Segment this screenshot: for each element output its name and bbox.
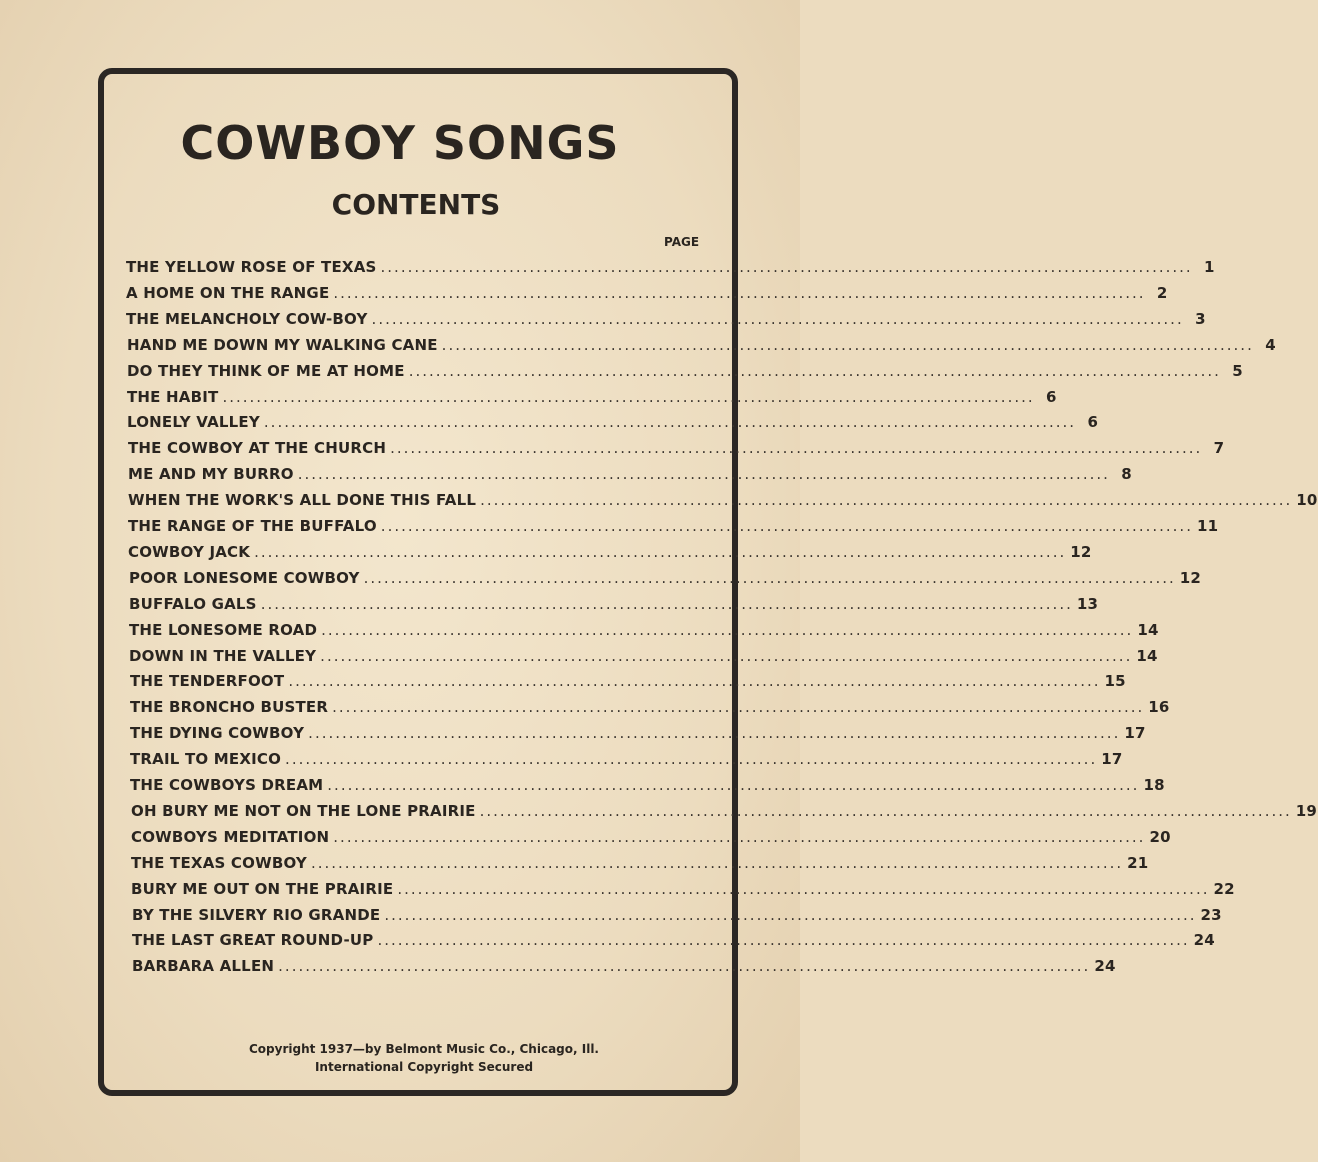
- toc-entry: [130, 776, 1165, 798]
- toc-dot-leader: ........................................................................................................................: [285, 750, 1098, 768]
- toc-entry-title: THE COWBOYS DREAM: [130, 776, 324, 794]
- toc-dot-leader: ........................................................................................................................: [480, 491, 1293, 509]
- toc-entry-title: DO THEY THINK OF ME AT HOME: [127, 362, 405, 380]
- toc-entry-title: THE LAST GREAT ROUND-UP: [132, 931, 374, 949]
- toc-dot-leader: ........................................................................................................................: [380, 258, 1193, 276]
- toc-dot-leader: ........................................................................................................................: [333, 284, 1146, 302]
- toc-entry: [132, 931, 1215, 953]
- toc-entry: [132, 906, 1222, 928]
- contents-heading: CONTENTS: [331, 188, 501, 221]
- toc-dot-leader: ........................................................................................................................: [377, 931, 1190, 949]
- toc-dot-leader: ........................................................................................................................: [310, 854, 1124, 872]
- toc-entry-title: THE LONESOME ROAD: [129, 621, 318, 639]
- toc-entry-title: WHEN THE WORK'S ALL DONE THIS FALL: [128, 491, 477, 509]
- toc-entry-title: THE BRONCHO BUSTER: [130, 698, 329, 716]
- toc-entry: [131, 880, 1235, 902]
- toc-entry-title: BY THE SILVERY RIO GRANDE: [132, 906, 381, 924]
- toc-entry-page: 16: [1148, 698, 1170, 716]
- toc-dot-leader: ........................................................................................................................: [333, 828, 1146, 846]
- toc-entry: [131, 854, 1149, 876]
- toc-entry-page: 1: [1204, 258, 1215, 276]
- toc-entry-page: 12: [1070, 543, 1092, 561]
- toc-dot-leader: ........................................................................................................................: [441, 336, 1254, 354]
- toc-dot-leader: ........................................................................................................................: [254, 543, 1067, 561]
- toc-entry-title: POOR LONESOME COWBOY: [129, 569, 360, 587]
- toc-entry-page: 13: [1076, 595, 1099, 613]
- toc-entry-title: COWBOYS MEDITATION: [131, 828, 330, 846]
- toc-dot-leader: ........................................................................................................................: [278, 957, 1091, 975]
- toc-entry-title: COWBOY JACK: [128, 543, 251, 561]
- toc-entry-page: 15: [1104, 672, 1126, 690]
- toc-entry: [127, 388, 1057, 410]
- toc-entry-title: BURY ME OUT ON THE PRAIRIE: [131, 880, 394, 898]
- toc-entry-page: 8: [1121, 465, 1132, 483]
- toc-entry-page: 6: [1046, 388, 1057, 406]
- toc-entry-page: 10: [1296, 491, 1318, 509]
- toc-entry-title: THE COWBOY AT THE CHURCH: [128, 439, 387, 457]
- toc-dot-leader: ........................................................................................................................: [263, 413, 1077, 431]
- toc-entry: [129, 569, 1202, 591]
- toc-entry: [130, 672, 1126, 694]
- toc-dot-leader: ........................................................................................................................: [371, 310, 1184, 328]
- toc-entry-title: THE TEXAS COWBOY: [131, 854, 307, 872]
- toc-dot-leader: ........................................................................................................................: [363, 569, 1176, 587]
- toc-entry-page: 24: [1193, 931, 1215, 949]
- toc-dot-leader: ........................................................................................................................: [397, 880, 1210, 898]
- toc-dot-leader: ........................................................................................................................: [308, 724, 1121, 742]
- toc-entry: [128, 491, 1318, 513]
- copyright-notice: [0, 1040, 848, 1076]
- toc-entry: [126, 284, 1168, 306]
- toc-entry-page: 23: [1200, 906, 1222, 924]
- toc-entry-title: DOWN IN THE VALLEY: [129, 647, 317, 665]
- toc-entry-page: 2: [1156, 284, 1168, 302]
- toc-entry: [128, 465, 1132, 487]
- toc-dot-leader: ........................................................................................................................: [327, 776, 1140, 794]
- toc-entry-page: 22: [1213, 880, 1235, 898]
- copyright-secured-line: International Copyright Secured: [314, 1060, 534, 1074]
- toc-dot-leader: ........................................................................................................................: [390, 439, 1203, 457]
- toc-entry: [130, 724, 1146, 746]
- toc-entry: [131, 828, 1171, 850]
- toc-entry-page: 21: [1127, 854, 1149, 872]
- toc-entry-title: HAND ME DOWN MY WALKING CANE: [127, 336, 438, 354]
- toc-entry-title: THE RANGE OF THE BUFFALO: [128, 517, 377, 535]
- toc-entry-page: 14: [1137, 621, 1159, 639]
- toc-entry-title: BUFFALO GALS: [129, 595, 257, 613]
- toc-entry-page: 11: [1196, 517, 1219, 535]
- toc-entry: [128, 517, 1219, 539]
- toc-entry-title: THE DYING COWBOY: [130, 724, 305, 742]
- toc-entry-page: 7: [1213, 439, 1225, 457]
- toc-dot-leader: ........................................................................................................................: [408, 362, 1221, 380]
- toc-entry-page: 24: [1094, 957, 1116, 975]
- toc-dot-leader: ........................................................................................................................: [479, 802, 1292, 820]
- toc-entry-page: 4: [1265, 336, 1276, 354]
- toc-entry-page: 20: [1149, 828, 1171, 846]
- toc-entry: [132, 957, 1116, 979]
- toc-entry: [128, 543, 1092, 565]
- toc-entry-title: THE MELANCHOLY COW-BOY: [126, 310, 368, 328]
- toc-entry: [129, 647, 1158, 669]
- toc-entry-title: THE HABIT: [127, 388, 219, 406]
- toc-dot-leader: ........................................................................................................................: [222, 388, 1035, 406]
- toc-entry: [131, 802, 1318, 824]
- toc-entry-title: OH BURY ME NOT ON THE LONE PRAIRIE: [131, 802, 476, 820]
- toc-entry-page: 14: [1136, 647, 1158, 665]
- toc-entry: [126, 310, 1206, 332]
- toc-entry: [129, 621, 1159, 643]
- toc-entry-title: THE TENDERFOOT: [130, 672, 285, 690]
- toc-entry: [128, 439, 1225, 461]
- toc-entry-title: BARBARA ALLEN: [132, 957, 275, 975]
- toc-entry-page: 6: [1087, 413, 1099, 431]
- toc-entry-title: A HOME ON THE RANGE: [126, 284, 330, 302]
- toc-entry-page: 5: [1232, 362, 1243, 380]
- toc-dot-leader: ........................................................................................................................: [384, 906, 1197, 924]
- toc-entry-title: ME AND MY BURRO: [128, 465, 294, 483]
- toc-entry: [126, 258, 1215, 280]
- page-column-label: PAGE: [664, 235, 700, 249]
- toc-entry: [129, 595, 1099, 617]
- book-title: COWBOY SONGS: [180, 116, 620, 170]
- toc-entry: [127, 336, 1276, 358]
- toc-dot-leader: ........................................................................................................................: [260, 595, 1073, 613]
- toc-dot-leader: ........................................................................................................................: [321, 621, 1134, 639]
- toc-entry: [127, 362, 1243, 384]
- toc-entry-page: 18: [1143, 776, 1165, 794]
- toc-entry-page: 17: [1101, 750, 1123, 768]
- toc-dot-leader: ........................................................................................................................: [320, 647, 1133, 665]
- toc-dot-leader: ........................................................................................................................: [332, 698, 1145, 716]
- toc-entry: [130, 750, 1123, 772]
- toc-entry-page: 17: [1124, 724, 1146, 742]
- toc-entry-page: 12: [1179, 569, 1202, 587]
- toc-entry-page: 3: [1195, 310, 1206, 328]
- copyright-line: Copyright 1937—by Belmont Music Co., Chicago, Ill.: [248, 1042, 599, 1056]
- toc-entry-title: LONELY VALLEY: [127, 413, 260, 431]
- toc-entry-page: 19: [1295, 802, 1318, 820]
- toc-entry: [127, 413, 1099, 435]
- toc-dot-leader: ........................................................................................................................: [288, 672, 1101, 690]
- toc-entry: [130, 698, 1170, 720]
- toc-entry-title: THE YELLOW ROSE OF TEXAS: [126, 258, 377, 276]
- toc-dot-leader: ........................................................................................................................: [297, 465, 1110, 483]
- toc-entry-title: TRAIL TO MEXICO: [130, 750, 282, 768]
- toc-dot-leader: ........................................................................................................................: [380, 517, 1193, 535]
